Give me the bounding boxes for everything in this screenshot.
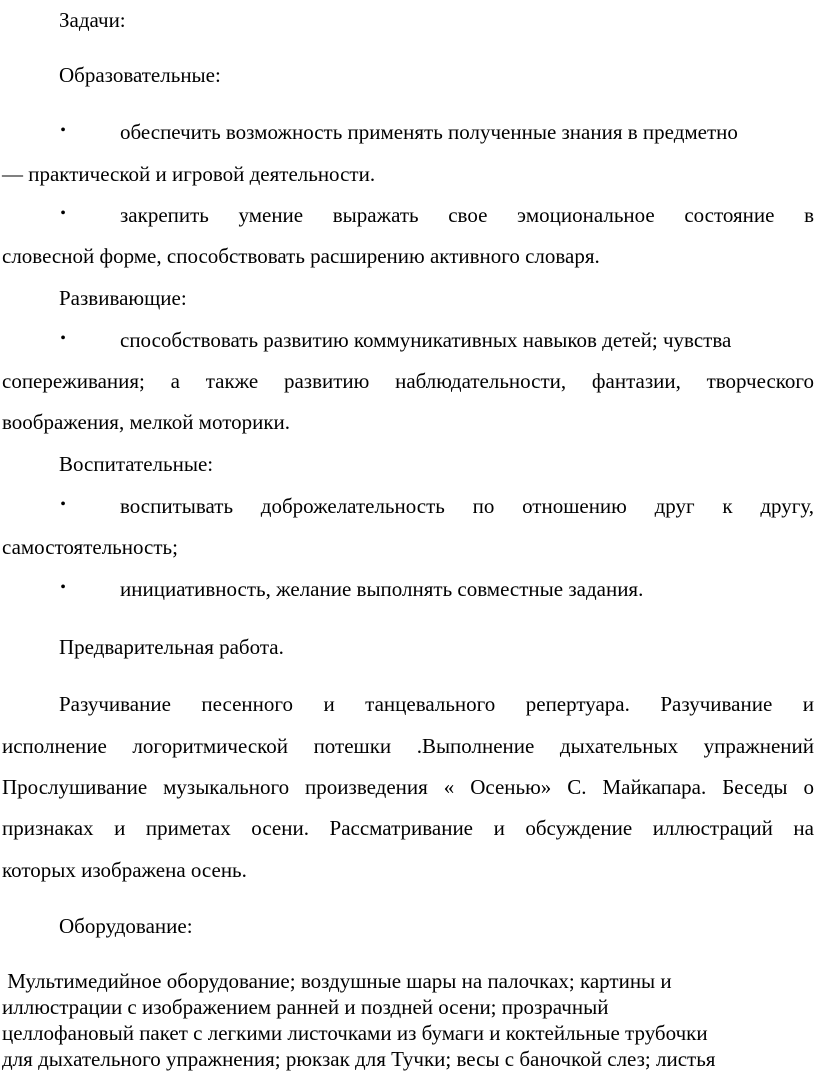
preliminary-line-3: Прослушивание музыкального произведения « Осенью» С. Майкапара. Беседы о	[2, 775, 814, 799]
preliminary-heading: Предварительная работа.	[59, 635, 284, 659]
upbringing-item-2-line-1: инициативность, желание выполнять совместные задания.	[120, 577, 644, 601]
bullet-icon: •	[60, 579, 66, 596]
bullet-icon: •	[60, 205, 66, 222]
equipment-line-2: иллюстрации с изображением ранней и поздней осени; прозрачный	[2, 995, 609, 1019]
preliminary-line-4: признаках и приметах осени. Рассматривание и обсуждение иллюстраций на	[2, 816, 814, 840]
equipment-heading: Оборудование:	[59, 914, 193, 938]
preliminary-line-1: Разучивание песенного и танцевального репертуара. Разучивание и	[59, 692, 814, 716]
developmental-heading: Развивающие:	[59, 286, 187, 310]
upbringing-heading: Воспитательные:	[59, 452, 214, 476]
educational-item-1-line-1: обеспечить возможность применять полученные знания в предметно	[120, 120, 738, 144]
educational-heading: Образовательные:	[59, 63, 221, 87]
bullet-icon: •	[60, 122, 66, 139]
bullet-icon: •	[60, 330, 66, 347]
developmental-item-1-line-2: сопереживания; а также развитию наблюдательности, фантазии, творческого	[2, 369, 814, 393]
educational-item-1-line-2: — практической и игровой деятельности.	[2, 162, 376, 186]
preliminary-line-2: исполнение логоритмической потешки .Выполнение дыхательных упражнений	[2, 734, 814, 758]
educational-item-2-line-1: закрепить умение выражать свое эмоциональное состояние в	[120, 203, 814, 227]
equipment-line-1: Мультимедийное оборудование; воздушные шары на палочках; картины и	[2, 969, 672, 993]
upbringing-item-1-line-1: воспитывать доброжелательность по отношению друг к другу,	[120, 494, 814, 518]
bullet-icon: •	[60, 496, 66, 513]
upbringing-item-1-line-2: самостоятельность;	[2, 535, 178, 559]
equipment-line-3: целлофановый пакет с легкими листочками из бумаги и коктейльные трубочки	[2, 1021, 708, 1045]
educational-item-2-line-2: словесной форме, способствовать расширению активного словаря.	[2, 244, 600, 268]
developmental-item-1-line-1: способствовать развитию коммуникативных навыков детей; чувства	[120, 328, 732, 352]
equipment-line-4: для дыхательного упражнения; рюкзак для Тучки; весы с баночкой слез; листья	[2, 1047, 716, 1071]
developmental-item-1-line-3: воображения, мелкой моторики.	[2, 410, 291, 434]
preliminary-line-5: которых изображена осень.	[2, 858, 247, 882]
tasks-heading: Задачи:	[59, 8, 126, 32]
